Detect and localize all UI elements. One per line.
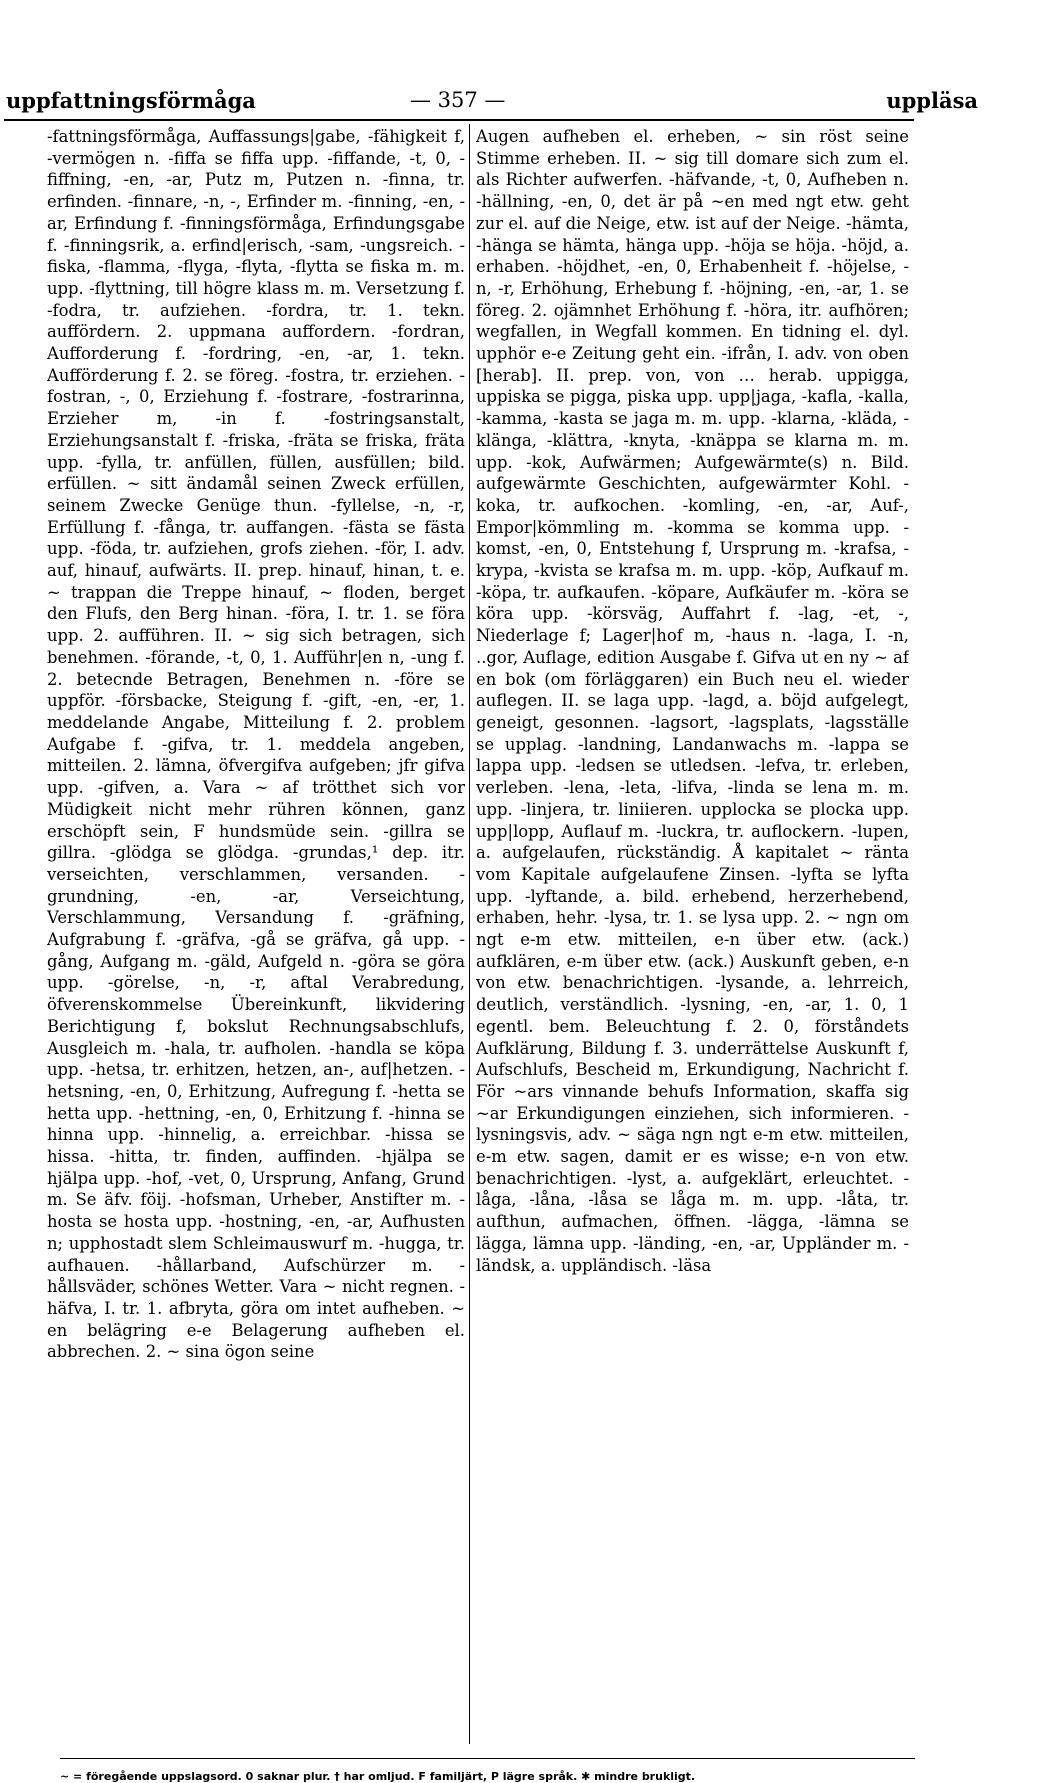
- running-head: [0, 88, 1040, 118]
- footer-legend: ~ = föregående uppslagsord. 0 saknar plur. † har omljud. F familjärt, P lägre språk. ✱ mindre brukligt.: [60, 1770, 696, 1783]
- header-rule: [4, 119, 914, 121]
- header-left-word: uppfattningsförmåga: [6, 88, 256, 113]
- left-column-text: -fattningsförmåga, Auffassungs|gabe, -fähigkeit f, -vermögen n. -fiffa se fiffa upp. -fiffande, -t, 0, -fiffning, -en, -ar, Putz m, Putzen n. -finna, tr. erfinden. -finnare, -n, -, Erfinder m. -finning, -en, -ar, Erfindung f. -finningsförmåga, Erfindungsgabe f. -finningsrik, a. erfind|erisch, -sam, -ungsreich. -fiska, -flamma, -flyga, -flyta, -flytta se fiska m. m. upp. -flyttning, till högre klass m. m. Versetzung f. -fodra, tr. aufziehen. -fordra, tr. 1. tekn. auffördern. 2. uppmana auffordern. -fordran, Aufforderung f. -fordring, -en, -ar, 1. tekn. Aufförderung f. 2. se föreg. -fostra, tr. erziehen. -fostran, -, 0, Erziehung f. -fostrare, -fostrarinna, Erzieher m, -in f. -fostringsanstalt, Erziehungsanstalt f. -friska, -fräta se friska, fräta upp. -fylla, tr. anfüllen, füllen, ausfüllen; bild. erfüllen. ~ sitt ändamål seinen Zweck erfüllen, seinem Zwecke Genüge thun. -fyllelse, -n, -r, Erfüllung f. -fånga, tr. auffangen. -fästa se fästa upp. -föda, tr. aufziehen, grofs ziehen. -för, I. adv. auf, hinauf, aufwärts. II. prep. hinauf, hinan, t. e. ~ trappan die Treppe hinauf, ~ floden, berget den Flufs, den Berg hinan. -föra, I. tr. 1. se föra upp. 2. aufführen. II. ~ sig sich betragen, sich benehmen. -förande, -t, 0, 1. Aufführ|en n, -ung f. 2. betecnde Betragen, Benehmen n. -före se uppför. -försbacke, Steigung f. -gift, -en, -er, 1. meddelande Angabe, Mitteilung f. 2. problem Aufgabe f. -gifva, tr. 1. meddela angeben, mitteilen. 2. lämna, öfvergifva aufgeben; jfr gifva upp. -gifven, a. Vara ~ af trötthet sich vor Müdigkeit nicht mehr rühren können, ganz erschöpft sein, F hundsmüde sein. -gillra se gillra. -glödga se glödga. -grundas,¹ dep. itr. verseichten, verschlammen, versanden. -grundning, -en, -ar, Verseichtung, Verschlammung, Versandung f. -gräfning, Aufgrabung f. -gräfva, -gå se gräfva, gå upp. -gång, Aufgang m. -gäld, Aufgeld n. -göra se göra upp. -görelse, -n, -r, aftal Verabredung, öfverenskommelse Übereinkunft, likvidering Berichtigung f, bokslut Rechnungsabschlufs, Ausgleich m. -hala, tr. aufholen. -handla se köpa upp. -hetsa, tr. erhitzen, hetzen, an-, auf|hetzen. -hetsning, -en, 0, Erhitzung, Aufregung f. -hetta se hetta upp. -hettning, -en, 0, Erhitzung f. -hinna se hinna upp. -hinnelig, a. erreichbar. -hissa se hissa. -hitta, tr. finden, auffinden. -hjälpa se hjälpa upp. -hof, -vet, 0, Ursprung, Anfang, Grund m. Se äfv. föij. -hofsman, Urheber, Anstifter m. -hosta se hosta upp. -hostning, -en, -ar, Aufhusten n; upphostadt slem Schleimauswurf m. -hugga, tr. aufhauen. -hållarband, Aufschürzer m. -hållsväder, schönes Wetter. Vara ~ nicht regnen. -häfva, I. tr. 1. afbryta, göra om intet aufheben. ~ en belägring e-e Belagerung aufheben el. abbrechen. 2. ~ sina ögon seine: [47, 127, 465, 1362]
- footer-rule: [60, 1758, 915, 1759]
- right-column-text: Augen aufheben el. erheben, ~ sin röst seine Stimme erheben. II. ~ sig till domare sich zum el. als Richter aufwerfen. -häfvande, -t, 0, Aufheben n. -hällning, -en, 0, det är på ~en med ngt etw. geht zur el. auf die Neige, etw. ist auf der Neige. -hämta, -hänga se hämta, hänga upp. -höja se höja. -höjd, a. erhaben. -höjdhet, -en, 0, Erhabenheit f. -höjelse, -n, -r, Erhöhung, Erhebung f. -höjning, -en, -ar, 1. se föreg. 2. ojämnhet Erhöhung f. -höra, itr. aufhören; wegfallen, in Wegfall kommen. En tidning el. dyl. upphör e-e Zeitung geht ein. -ifrån, I. adv. von oben [herab]. II. prep. von, von … herab. uppigga, uppiska se pigga, piska upp. upp|jaga, -kafla, -kalla, -kamma, -kasta se jaga m. m. upp. -klarna, -kläda, -klänga, -klättra, -knyta, -knäppa se klarna m. m. upp. -kok, Aufwärmen; Aufgewärmte(s) n. Bild. aufgewärmte Geschichten, aufgewärmter Kohl. -koka, tr. aufkochen. -komling, -en, -ar, Auf-, Empor|kömmling m. -komma se komma upp. -komst, -en, 0, Entstehung f, Ursprung m. -krafsa, -krypa, -kvista se krafsa m. m. upp. -köp, Aufkauf m. -köpa, tr. aufkaufen. -köpare, Aufkäufer m. -köra se köra upp. -körsväg, Auffahrt f. -lag, -et, -, Niederlage f; Lager|hof m, -haus n. -laga, I. -n, ..gor, Auflage, edition Ausgabe f. Gifva ut en ny ~ af en bok (om förläggaren) ein Buch neu el. wieder auflegen. II. se laga upp. -lagd, a. böjd aufgelegt, geneigt, gesonnen. -lagsort, -lagsplats, -lagsställe se upplag. -landning, Landanwachs m. -lappa se lappa upp. -ledsen se utledsen. -lefva, tr. erleben, verleben. -lena, -leta, -lifva, -linda se lena m. m. upp. -linjera, tr. liniieren. upplocka se plocka upp. upp|lopp, Auflauf m. -luckra, tr. auflockern. -lupen, a. aufgelaufen, rückständig. Å kapitalet ~ ränta vom Kapitale aufgelaufene Zinsen. -lyfta se lyfta upp. -lyftande, a. bild. erhebend, herzerhebend, erhaben, hehr. -lysa, tr. 1. se lysa upp. 2. ~ ngn om ngt e-m etw. mitteilen, e-n über etw. (ack.) aufklären, e-m über etw. (ack.) Auskunft geben, e-n von etw. benachrichtigen. -lysande, a. lehrreich, deutlich, verständlich. -lysning, -en, -ar, 1. 0, 1 egentl. bem. Beleuchtung f. 2. 0, förståndets Aufklärung, Bildung f. 3. underrättelse Auskunft f, Aufschlufs, Bescheid m, Erkundigung, Nachricht f. För ~ars vinnande behufs Information, skaffa sig ~ar Erkundigungen einziehen, sich informieren. -lysningsvis, adv. ~ säga ngn ngt e-m etw. mitteilen, e-m etw. sagen, damit er es wisse; e-n von etw. benachrichtigen. -lyst, a. aufgeklärt, erleuchtet. -låga, -låna, -låsa se låga m. m. upp. -låta, tr. aufthun, aufmachen, öffnen. -lägga, -lämna se lägga, lämna upp. -länding, -en, -ar, Uppländer m. -ländsk, a. uppländisch. -läsa: [476, 127, 909, 1275]
- page-number: — 357 —: [410, 88, 506, 112]
- left-column: [47, 126, 465, 1696]
- right-column: [476, 126, 909, 1696]
- header-right-word: uppläsa: [886, 88, 978, 113]
- column-divider: [469, 124, 470, 1744]
